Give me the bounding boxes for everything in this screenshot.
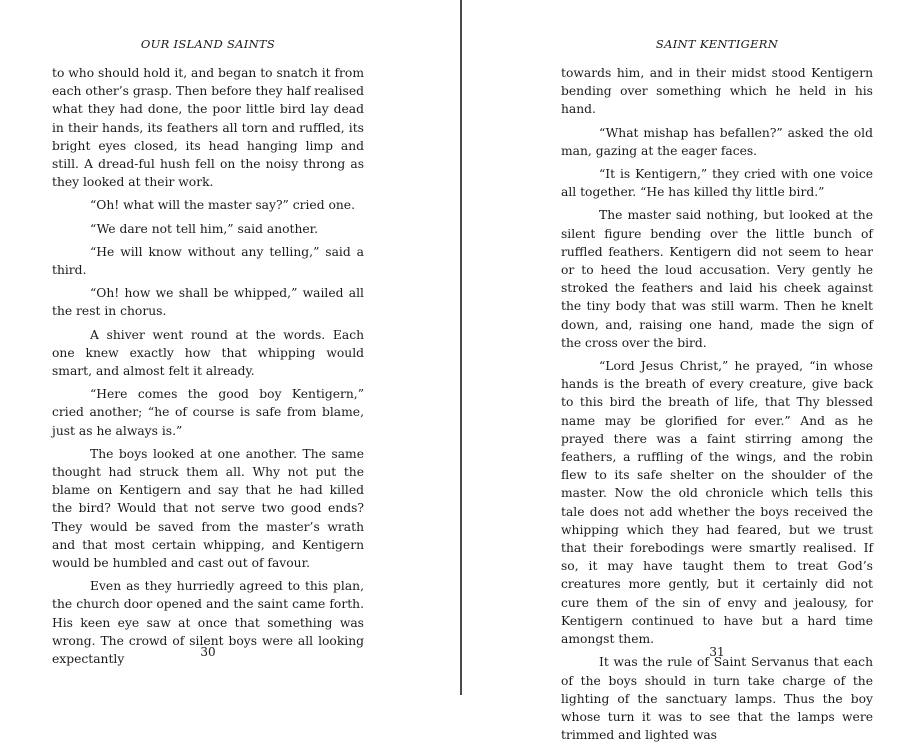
paragraph: Even as they hurriedly agreed to this plan, the church door opened and the saint came forth. His keen eye saw at once that something was wrong. The crowd of silent boys were all looking expectantly bbox=[52, 579, 364, 667]
book-gutter-divider bbox=[460, 0, 462, 695]
paragraph: “Oh! how we shall be whipped,” wailed all the rest in chorus. bbox=[52, 286, 364, 319]
left-page-number: 30 bbox=[200, 645, 216, 659]
left-page-body bbox=[52, 64, 364, 673]
right-running-head: SAINT KENTIGERN bbox=[655, 37, 779, 51]
paragraph: The boys looked at one another. The same thought had struck them all. Why not put the blame on Kentigern and say that he had killed the bird? Would that not serve two good ends? They would be saved from the master’s wrath and that most certain whipping, and Kentigern would be humbled and cast out of favour. bbox=[52, 446, 364, 571]
paragraph: “It is Kentigern,” they cried with one voice all together. “He has killed thy little bird.” bbox=[561, 167, 873, 200]
paragraph: It was the rule of Saint Servanus that each of the boys should in turn take charge of the lighting of the sanctuary lamps. Thus the boy whose turn it was to see that the lamps were trimmed and lighted was bbox=[561, 655, 873, 743]
paragraph: A shiver went round at the words. Each one knew exactly how that whipping would smart, and almost felt it already. bbox=[52, 327, 364, 379]
paragraph: “Oh! what will the master say?” cried one. bbox=[90, 198, 355, 213]
right-page bbox=[561, 0, 873, 743]
left-running-head: OUR ISLAND SAINTS bbox=[140, 37, 276, 51]
paragraph: “Lord Jesus Christ,” he prayed, “in whose hands is the breath of every creature, give back to this bird the breath of life, that Thy blessed name may be glorified for ever.” And as he prayed there was a faint stirring among the feathers, a ruffling of the wings, and the robin flew to its safe shelter on the shoulder of the master. Now the old chronicle which tells this tale does not add whether the boys received the whipping which they had feared, but we trust that their forebodings were smartly realised. If so, it may have taught them to treat God’s creatures more gently, but it certainly did not cure them of the sin of envy and jealousy, for Kentigern continued to have but a hard time amongst them. bbox=[561, 359, 873, 647]
paragraph: “What mishap has befallen?” asked the old man, gazing at the eager faces. bbox=[561, 125, 873, 158]
paragraph: “He will know without any telling,” said a third. bbox=[52, 244, 364, 278]
paragraph: to who should hold it, and began to snatch it from each other’s grasp. Then before they half realised what they had done, the poor little bird lay dead in their hands, its feathers all torn and ruffled, its bright eyes closed, its head hanging limp and still. A dread-ful hush fell on the noisy throng as they looked at their work. bbox=[52, 66, 364, 190]
paragraph: towards him, and in their midst stood Kentigern bending over something which he held in his hand. bbox=[561, 66, 873, 117]
left-page bbox=[52, 0, 364, 695]
right-page-number: 31 bbox=[709, 645, 725, 659]
paragraph: The master said nothing, but looked at the silent figure bending over the little bunch of ruffled feathers. Kentigern did not seem to hear or to heed the loud accusation. Very gently he stroked the feathers and laid his cheek against the tiny body that was still warm. Then he knelt down, and, raising one hand, made the sign of the cross over the bird. bbox=[561, 208, 873, 350]
paragraph: “Here comes the good boy Kentigern,” cried another; “he of course is safe from blame, just as he always is.” bbox=[52, 387, 364, 438]
paragraph: “We dare not tell him,” said another. bbox=[90, 221, 319, 236]
